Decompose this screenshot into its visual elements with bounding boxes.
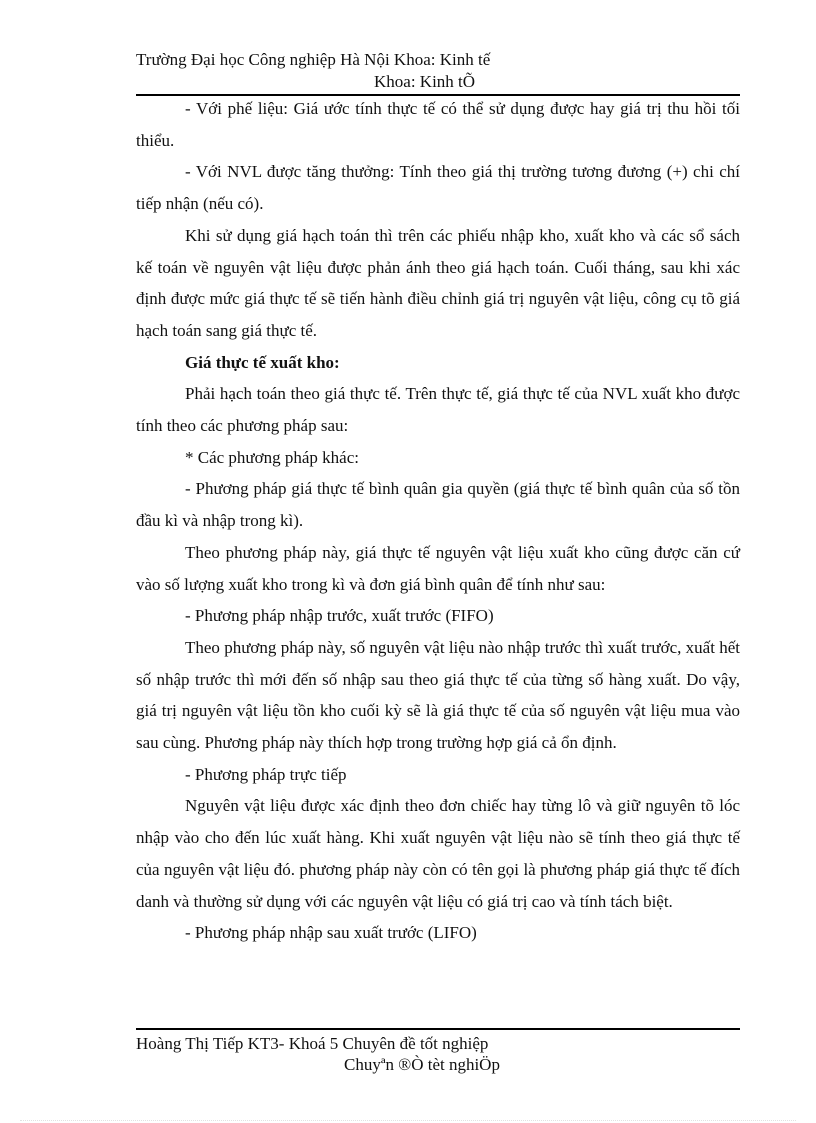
paragraph-other-methods: * Các phương pháp khác: <box>185 447 359 467</box>
page-header-subtitle: Khoa: Kinh tÕ <box>374 72 476 91</box>
document-body <box>136 93 740 949</box>
paragraph-fifo-heading: - Phương pháp nhập trước, xuất trước (FIFO) <box>185 606 494 626</box>
paragraph-lifo-heading: - Phương pháp nhập sau xuất trước (LIFO) <box>185 923 477 943</box>
paragraph-actual-price-intro: Phải hạch toán theo giá thực tế. Trên thực tế, giá thực tế của NVL xuất kho được tính theo các phương pháp sau: <box>136 384 740 436</box>
section-heading-actual-price: Giá thực tế xuất kho: <box>185 352 340 372</box>
paragraph-rewarded-materials: - Với NVL được tăng thưởng: Tính theo giá thị trường tương đương (+) chi chí tiếp nhận (nếu có). <box>136 162 740 214</box>
paragraph-accounting-price: Khi sử dụng giá hạch toán thì trên các phiếu nhập kho, xuất kho và các sổ sách kế toán về nguyên vật liệu được phản ánh theo giá hạch toán. Cuối tháng, sau khi xác định được mức giá thực tế sẽ tiến hành điều chỉnh giá trị nguyên vật liệu, công cụ tõ giá hạch toán sang giá thực tế. <box>136 225 740 340</box>
footer-divider <box>136 1028 740 1030</box>
page-boundary <box>20 1120 796 1121</box>
paragraph-scrap-materials: - Với phế liệu: Giá ước tính thực tế có thể sử dụng được hay giá trị thu hồi tối thiểu. <box>136 99 740 150</box>
paragraph-direct-detail: Nguyên vật liệu được xác định theo đơn chiếc hay từng lô và giữ nguyên tõ lóc nhập vào cho đến lúc xuất hàng. Khi xuất nguyên vật liệu nào sẽ tính theo giá thực tế của nguyên vật liệu đó. phương pháp này còn có tên gọi là phương pháp giá thực tế đích danh và thường sử dụng với các nguyên vật liệu có giá trị cao và tính tách biệt. <box>136 796 740 911</box>
paragraph-fifo-detail: Theo phương pháp này, số nguyên vật liệu nào nhập trước thì xuất trước, xuất hết số nhập trước thì mới đến số nhập sau theo giá thực tế của từng số hàng xuất. Do vậy, giá trị nguyên vật liệu tồn kho cuối kỳ sẽ là giá thực tế của số nguyên vật liệu mua vào sau cùng. Phương pháp này thích hợp trong trường hợp giá cả ổn định. <box>136 637 740 753</box>
paragraph-direct-heading: - Phương pháp trực tiếp <box>185 764 347 784</box>
paragraph-weighted-average-detail: Theo phương pháp này, giá thực tế nguyên vật liệu xuất kho cũng được căn cứ vào số lượng xuất kho trong kì và đơn giá bình quân để tính như sau: <box>136 542 740 594</box>
paragraph-weighted-average: - Phương pháp giá thực tế bình quân gia quyền (giá thực tế bình quân của số tồn đầu kì và nhập trong kì). <box>136 479 740 531</box>
page-footer-title: Chuyªn ®Ò tèt nghiÖp <box>344 1055 500 1074</box>
page-footer-author: Hoàng Thị Tiếp KT3- Khoá 5 Chuyên đề tốt nghiệp <box>136 1034 489 1053</box>
page-header-title: Trường Đại học Công nghiệp Hà Nội Khoa: Kinh tế <box>136 50 491 69</box>
